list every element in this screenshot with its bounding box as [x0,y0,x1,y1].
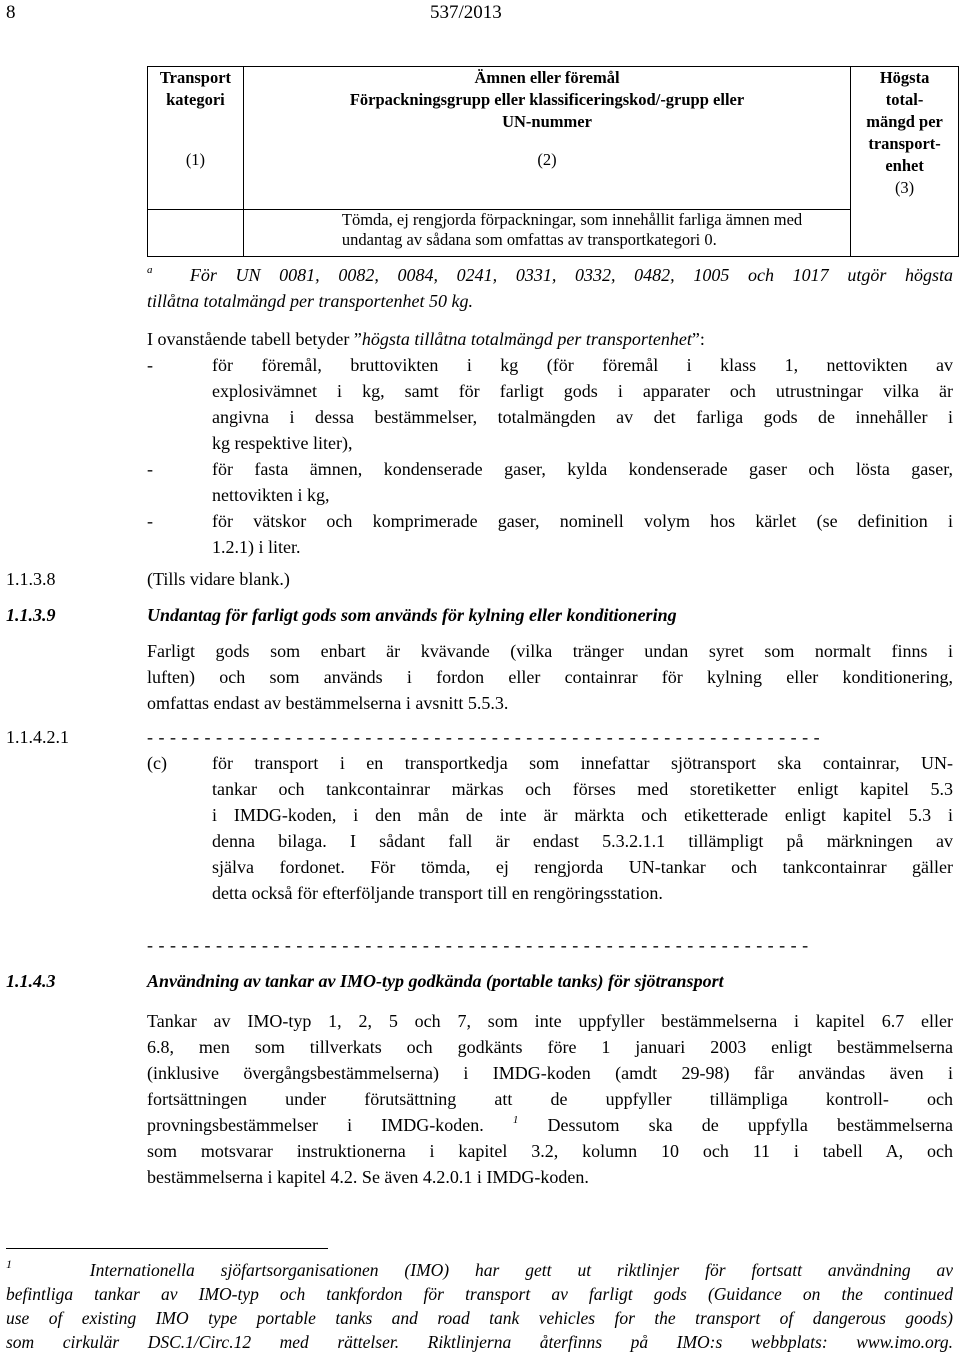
section-body [212,750,953,906]
body-text: Dessutom ska de uppfylla bestämmelserna [518,1115,953,1135]
body-line: Farligt gods som enbart är kvävande (vilka tränger undan syret som normalt finns i [147,641,953,661]
table-row-col1 [148,210,244,257]
section-number: 1.1.4.2.1 [6,727,69,747]
footnote [6,1258,953,1354]
body-line: detta också för efterföljande transport till en rengöringsstation. [212,883,663,903]
footnote-line: Internationella sjöfartsorganisationen (IMO) har gett ut riktlinjer för fortsatt användning av [89,1260,954,1280]
body-line: som motsvarar instruktionerna i kapitel 3.2, kolumn 10 och 11 i tabell A, och [147,1141,953,1161]
omission-dashes: - - - - - - - - - - - - - - - - - - - - - - - - - - - - - - - - - - - - - - - - - - - - - - - - - - - - - - - - - - - [147,727,821,747]
definition-item-text [212,456,953,508]
col2-header-line: UN-nummer [502,112,592,131]
footnote-reference[interactable]: 1 [512,1114,519,1126]
definition-item-dash: - [147,355,153,375]
body-text: provningsbestämmelser i IMDG-koden. [147,1115,484,1135]
col1-header-line: kategori [166,90,225,109]
definition-intro-text: I ovanstående tabell betyder ” [147,329,362,349]
section-body [147,638,953,716]
col3-header-line: enhet [885,156,924,175]
definition-line: nettovikten i kg, [212,485,330,505]
definition-item [147,352,953,456]
table-row-line: undantag av sådana som omfattas av transportkategori 0. [341,230,717,249]
table-note [147,262,953,314]
body-line: Tankar av IMO-typ 1, 2, 5 och 7, som inte uppfyller bestämmelserna i kapitel 6.7 eller [147,1011,953,1031]
body-line: för transport i en transportkedja som innefattar sjötransport ska containrar, UN- [212,753,953,773]
col3-header-line: transport- [868,134,941,153]
col3-header-line: Högsta [879,68,930,87]
col3-header [851,67,959,257]
definition-block [147,326,953,560]
section-number: 1.1.3.8 [6,569,56,589]
body-line: (inklusive övergångsbestämmelserna) i IMDG-koden (amdt 29-98) får användas även i [147,1063,953,1083]
definition-item [147,456,953,508]
document-id: 537/2013 [430,2,502,23]
col2-header-line: Förpackningsgrupp eller klassificeringskod/-grupp eller [349,90,745,109]
section-title: Användning av tankar av IMO-typ godkända (portable tanks) för sjötransport [147,971,724,991]
body-line: bestämmelserna i kapitel 4.2. Se även 4.2.0.1 i IMDG-koden. [147,1167,589,1187]
body-line: 6.8, men som tillverkats och godkänts före 1 januari 2003 enligt bestämmelserna [147,1037,953,1057]
definition-line: kg respektive liter), [212,433,353,453]
col2-header [243,67,850,210]
footnote-rule [6,1248,328,1249]
body-line: fortsättningen under förutsättning att de uppfyller tillämpliga kontroll- och [147,1089,953,1109]
body-line: denna bilaga. I sådant fall är endast 5.3.2.1.1 tillämpligt på märkningen av [212,831,953,851]
section-title: Undantag för farligt gods som används för kylning eller konditionering [147,605,677,625]
page-number: 8 [6,2,16,23]
body-line: omfattas endast av bestämmelserna i avsnitt 5.5.3. [147,693,509,713]
definition-item-text [212,508,953,560]
definition-item-dash: - [147,459,153,479]
col3-header-line: total- [885,90,924,109]
body-line: tankar och tankcontainrar märkas och förses med storetiketter enligt kapitel 5.3 [212,779,953,799]
definition-intro-text: ”: [691,329,705,349]
body-line: själva fordonet. För tömda, ej rengjorda UN-tankar och tankcontainrar gäller [212,857,953,877]
col2-number: (2) [537,150,557,169]
footnote-line: use of existing IMO type portable tanks and road tank vehicles for the transport of dangerous goods) [6,1308,953,1328]
definition-line: för vätskor och komprimerade gaser, nominell volym hos kärlet (se definition i [212,511,953,531]
body-line [147,1112,953,1138]
col1-header [148,67,244,210]
col1-header-line: Transport [159,68,232,87]
section-body [147,1008,953,1190]
footnote-line: som cirkulär DSC.1/Circ.12 med rättelser. Riktlinjerna återfinns på IMO:s webbplats: www.imo.org. [6,1332,953,1352]
body-line: i IMDG-koden, i den mån de inte är märkta och etiketterade enligt kapitel 5.3 i [212,805,953,825]
col1-number: (1) [185,150,206,169]
definition-item-text [212,352,953,456]
definition-line: för föremål, bruttovikten i kg (för föremål i klass 1, nettovikten av [212,355,953,375]
col3-header-line: mängd per [866,112,943,131]
footnote-line: befintliga tankar av IMO-typ och tankfordon för transport av farligt gods (Guidance on the continued [6,1284,953,1304]
col3-number: (3) [894,178,915,197]
table-row-text [243,210,850,257]
section-text: (Tills vidare blank.) [147,569,290,589]
definition-term: högsta tillåtna totalmängd per transportenhet [361,329,692,349]
section-number: 1.1.4.3 [6,971,56,991]
definition-line: angivna i dessa bestämmelser, totalmängden av det farliga gods de innehåller i [212,407,953,427]
definition-item [147,508,953,560]
definition-line: explosivämnet i kg, samt för farligt gods i apparater och utrustningar vilka är [212,381,953,401]
table-note-line: tillåtna totalmängd per transportenhet 50 kg. [147,291,473,311]
table-note-line: För UN 0081, 0082, 0084, 0241, 0331, 0332, 0482, 1005 och 1017 utgör högsta [189,265,954,285]
item-label: (c) [147,753,167,773]
definition-item-dash: - [147,511,153,531]
table-row-line: Tömda, ej rengjorda förpackningar, som innehållit farliga ämnen med [341,210,803,229]
body-line: luften) och som används i fordon eller containrar för kylning eller konditionering, [147,667,953,687]
definition-intro [147,326,953,352]
footnote-marker: 1 [6,1257,12,1271]
transport-category-table [147,66,959,257]
section-number: 1.1.3.9 [6,605,56,625]
definition-line: 1.2.1) i liter. [212,537,301,557]
definition-line: för fasta ämnen, kondenserade gaser, kylda kondenserade gaser och lösta gaser, [212,459,953,479]
omission-dashes: - - - - - - - - - - - - - - - - - - - - - - - - - - - - - - - - - - - - - - - - - - - - - - - - - - - - - - - - - - [147,935,809,955]
table-note-marker: a [147,264,153,276]
col2-header-line: Ämnen eller föremål [474,68,620,87]
